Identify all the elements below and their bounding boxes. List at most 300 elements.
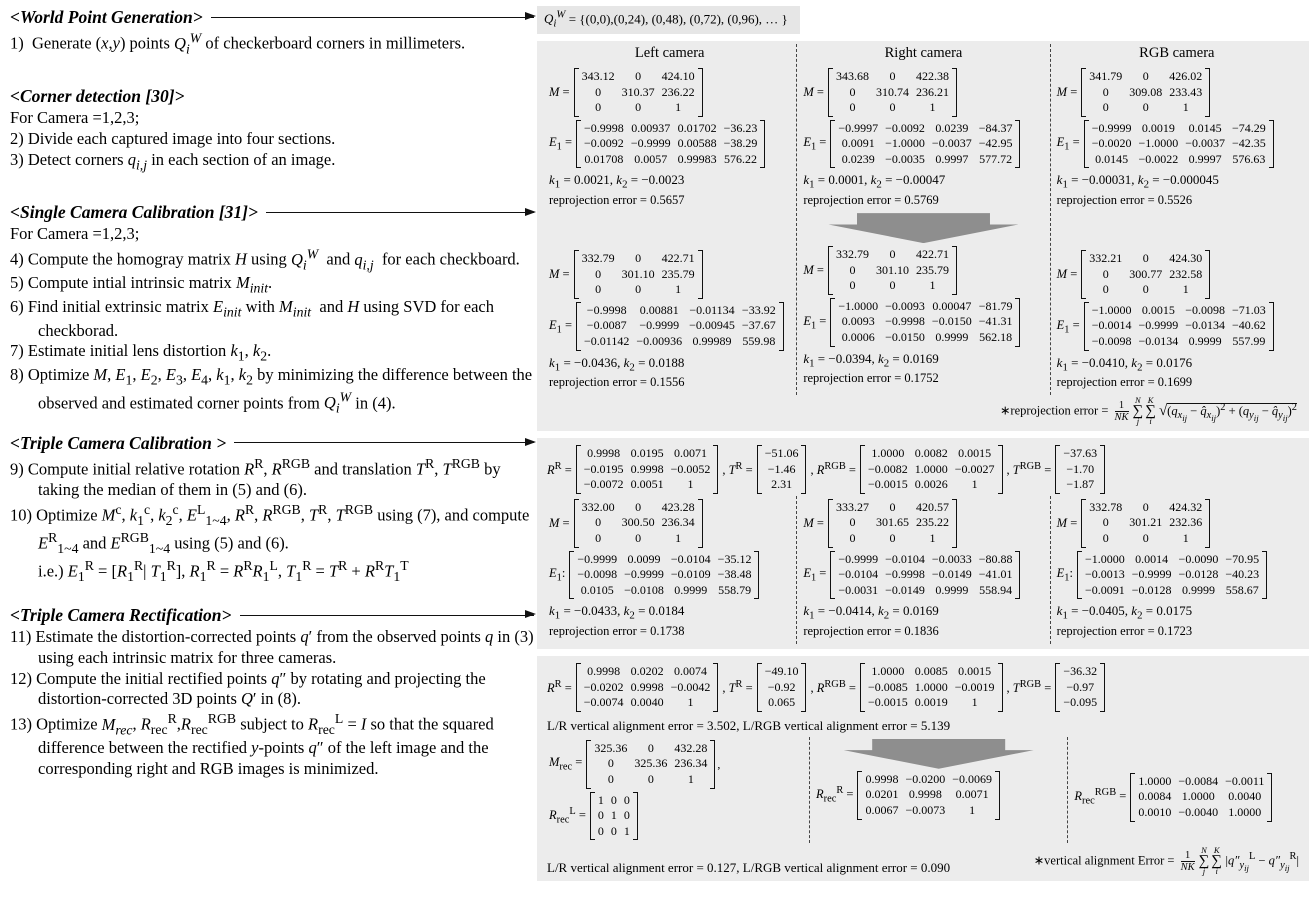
matrix-cell: −42.35 (1232, 136, 1266, 151)
matrix-cell: −40.23 (1225, 567, 1260, 582)
matrix-cell: 0 (1142, 530, 1149, 545)
distortion-values: $k_1 = -0.0414$, $k_2 = 0.0169$ (803, 603, 939, 622)
matrix (828, 68, 957, 117)
matrix-grid (579, 68, 698, 117)
matrix-cell: 0.0093 (841, 314, 875, 329)
matrix-cell: −0.0090 (1178, 551, 1219, 566)
matrix-cell: −0.0027 (954, 461, 995, 476)
matrix-RrecL (549, 792, 803, 841)
matrix-cell: −0.0098 (1185, 302, 1226, 317)
reprojection-error-formula: ∗reprojection error = $\frac{1}{NK}$ N ∑ j K ∑ i $√(q_{x_{ij}}$ − $q̂_{x_{ij}})^2 + (q_{y_{ij}}$ − $q̂_{y_{ij}})^2$ (999, 395, 1297, 427)
matrix-cell: 0.0015 (1141, 302, 1175, 317)
rgb-rectification-column (1067, 737, 1303, 844)
matrix-cell: −0.9999 (639, 318, 680, 333)
matrix-cell: 332.79 (581, 251, 615, 266)
matrix-cell: 325.36 (594, 740, 628, 755)
matrix-cell: −0.0092 (885, 120, 925, 135)
matrix-cell: −0.9998 (584, 120, 624, 135)
matrix-cell: 0 (635, 282, 642, 297)
matrix-label: $E_1$: (1056, 566, 1073, 584)
spacer (1057, 213, 1297, 247)
matrix (576, 302, 784, 351)
matrix-cell: 0.9998 (630, 461, 664, 476)
results-column (537, 6, 1309, 881)
matrix-cell: −41.31 (978, 314, 1013, 329)
matrix-bracket (1015, 120, 1020, 169)
matrix-label: M = (803, 84, 824, 99)
matrix-cell: −0.0015 (867, 695, 908, 710)
matrix-cell: 0 (889, 100, 896, 115)
matrix-cell: 0.0010 (1138, 804, 1172, 819)
matrix-RrecR (816, 771, 1061, 820)
matrix-cell: −0.0035 (885, 151, 925, 166)
algorithm-line: 6) Find initial extrinsic matrix $E_{init}$ with $M_{init}$ and H using SVD for each checkborad. (10, 296, 494, 340)
matrix-cell: 0 (849, 100, 856, 115)
matrix-cell: −0.9999 (1131, 567, 1172, 582)
matrix-cell: −0.9999 (838, 551, 879, 566)
matrix-cell: −71.03 (1232, 302, 1266, 317)
matrix-cell: 0 (889, 499, 896, 514)
algorithm-line: 5) Compute intial intrinsic matrix $M_{init}$. (10, 273, 273, 296)
matrix (574, 499, 703, 548)
matrix (830, 298, 1020, 347)
matrix-cell: 301.21 (1129, 515, 1163, 530)
rectification-columns (543, 737, 1303, 844)
matrix-cell: 0.9997 (1188, 151, 1222, 166)
matrix-cell: 0.00937 (631, 120, 671, 135)
matrix-cell: 0.0082 (914, 446, 948, 461)
matrix-bracket (1262, 551, 1267, 600)
matrix-cell: 1 (610, 808, 617, 823)
matrix-cell: 0.0085 (914, 663, 948, 678)
matrix-bracket (1205, 499, 1210, 548)
matrix-cell: −1.0000 (838, 298, 879, 313)
matrix-cell: 0 (647, 740, 654, 755)
matrix-cell: −0.0202 (583, 679, 624, 694)
matrix-cell: 0.9999 (1181, 582, 1215, 597)
matrix-cell: 0.0071 (955, 787, 989, 802)
matrix-cell: 0 (595, 515, 602, 530)
matrix-cell: −1.46 (767, 461, 796, 476)
matrix-cell: −42.95 (978, 136, 1013, 151)
section-lines (10, 224, 534, 416)
matrix-cell: 0 (1102, 530, 1109, 545)
matrix-grid (833, 499, 952, 548)
matrix-E1 (549, 551, 790, 600)
camera-header: RGB camera (1139, 44, 1215, 61)
matrix-cell: −0.0040 (1178, 804, 1219, 819)
algorithm-line: 7) Estimate initial lens distortion $k_1$, $k_2$. (10, 341, 272, 364)
section-heading-row (10, 6, 534, 28)
matrix-cell: −0.095 (1063, 695, 1098, 710)
reprojection-error: reprojection error = 0.5657 (549, 193, 685, 208)
matrix-cell: −0.0098 (577, 567, 618, 582)
matrix (757, 663, 807, 712)
matrix-M (549, 499, 790, 548)
matrix-cell: 332.78 (1089, 499, 1123, 514)
matrix-cell: 0 (635, 68, 642, 83)
matrix-grid (581, 663, 714, 712)
distortion-values: $k_1 = -0.0433$, $k_2 = 0.0184$ (549, 603, 685, 622)
camera-header: Right camera (884, 44, 963, 61)
matrix (1081, 68, 1210, 117)
matrix (1084, 302, 1274, 351)
matrix-grid (835, 551, 1015, 600)
matrix-cell: 0 (1142, 100, 1149, 115)
matrix-bracket (698, 68, 703, 117)
matrix-cell: 1 (687, 771, 694, 786)
matrix-grid (1089, 302, 1269, 351)
rectification-bottom-row (543, 843, 1303, 877)
matrix-label: $R_{rec}^R$ = (816, 785, 854, 805)
matrix-cell: 0 (889, 68, 896, 83)
matrix-cell: 0.9999 (935, 582, 969, 597)
matrix-cell: −36.23 (723, 120, 758, 135)
matrix-cell: −0.0104 (670, 551, 711, 566)
matrix-cell: −0.0037 (931, 136, 972, 151)
matrix-cell: −38.29 (723, 136, 758, 151)
matrix-M (1057, 68, 1297, 117)
down-arrow-icon (828, 213, 1018, 243)
matrix-cell: 0.0051 (630, 477, 664, 492)
matrix-cell: −0.0015 (867, 477, 908, 492)
distortion-values: $k_1 = -0.0436$, $k_2 = 0.0188$ (549, 354, 685, 374)
matrix-cell: 1 (623, 823, 630, 838)
matrix-cell: 0.0105 (580, 582, 614, 597)
matrix-cell: 0 (635, 530, 642, 545)
matrix-cell: 557.99 (1232, 334, 1266, 349)
matrix-grid (1086, 68, 1205, 117)
matrix-cell: −35.12 (717, 551, 752, 566)
matrix-cell: 0.9998 (630, 679, 664, 694)
single-calibration-panel (537, 41, 1309, 431)
matrix-cell: 422.38 (915, 68, 949, 83)
matrix-cell: −0.9999 (1138, 318, 1179, 333)
section-heading-row (10, 201, 534, 223)
matrix-cell: −49.10 (764, 663, 799, 678)
matrix-bracket (952, 499, 957, 548)
matrix-cell: −0.0022 (1138, 151, 1179, 166)
matrix-bracket (1015, 298, 1020, 347)
matrix-RrecRGB (1074, 773, 1297, 822)
matrix-cell: 0 (1102, 282, 1109, 297)
matrix-cell: 0.9998 (908, 787, 942, 802)
matrix-bracket (710, 740, 715, 789)
matrix-cell: 1 (1182, 100, 1189, 115)
matrix-cell: 0.0084 (1138, 789, 1172, 804)
matrix-cell: 1 (1182, 530, 1189, 545)
matrix-cell: 2.31 (771, 477, 793, 492)
section-heading-row (10, 85, 534, 107)
matrix-cell: −0.0149 (885, 582, 925, 597)
matrix-cell: −0.9999 (624, 567, 664, 582)
matrix-cell: 0.0006 (841, 330, 875, 345)
reprojection-error: reprojection error = 0.5526 (1056, 193, 1193, 208)
matrix-cell: −0.0072 (583, 477, 624, 492)
matrix-cell: 0 (635, 100, 642, 115)
matrix-bracket (1267, 773, 1272, 822)
matrix-cell: −0.0134 (1138, 334, 1179, 349)
matrix-bracket (1269, 302, 1274, 351)
matrix-cell: 0 (595, 282, 602, 297)
matrix-cell: −0.0093 (885, 298, 925, 313)
matrix-cell: 1.0000 (871, 663, 905, 678)
matrix-Mrec (549, 740, 803, 789)
matrix-M (803, 68, 1043, 117)
matrix-bracket (698, 250, 703, 299)
matrix-cell: 0 (595, 84, 602, 99)
matrix-cell: −41.01 (978, 567, 1013, 582)
matrix-cell: −0.0104 (885, 551, 925, 566)
matrix-label: $E_1$ = (1056, 317, 1080, 335)
matrix (1055, 663, 1105, 712)
matrix-cell: 0 (623, 792, 630, 807)
matrix (576, 663, 719, 712)
matrix-label: $R^R$ = (547, 678, 572, 695)
distortion-values: $k_1 = -0.0394$, $k_2 = 0.0169$ (803, 350, 939, 370)
matrix-cell: 576.63 (1232, 151, 1266, 166)
matrix-cell: 1 (929, 530, 936, 545)
distortion-values: $k_1 = -0.00031$, $k_2 = -0.000045$ (1056, 172, 1219, 192)
matrix-cell: 235.22 (915, 515, 949, 530)
matrix-cell: 0 (597, 808, 604, 823)
matrix-cell: −0.0200 (905, 771, 946, 786)
matrix-bracket (952, 246, 957, 295)
matrix-cell: 0.0040 (630, 695, 664, 710)
matrix-cell: −0.0085 (867, 679, 908, 694)
left-rectification-column (543, 737, 809, 844)
matrix-cell: 0 (635, 251, 642, 266)
matrix-E1 (549, 302, 790, 351)
matrix (1130, 773, 1272, 822)
matrix-cell: −0.0037 (1185, 136, 1226, 151)
matrix-cell: 1 (687, 695, 694, 710)
matrix-cell: 424.30 (1169, 251, 1203, 266)
matrix (757, 445, 807, 494)
section-single-camera-calibration (10, 201, 534, 416)
matrix-cell: 1.0000 (871, 446, 905, 461)
matrix-cell: −33.92 (741, 302, 776, 317)
matrix-cell: −0.0042 (670, 679, 711, 694)
algorithm-line: For Camera =1,2,3; (10, 108, 140, 128)
vertical-alignment-formula: ∗vertical alignment Error = $\frac{1}{NK}$ N ∑ j K ∑ i $|q''_{y_{ij}}^L - q''_{y_{ij}}^R|$ (1033, 845, 1299, 877)
matrix-cell: −0.0031 (838, 582, 879, 597)
matrix (828, 499, 957, 548)
matrix-cell: 0.00588 (677, 136, 717, 151)
matrix-cell: 0 (849, 515, 856, 530)
algorithm-line: 3) Detect corners $q_{i,j}$ in each section of an image. (10, 149, 336, 173)
matrix-M (803, 499, 1043, 548)
matrix-TRGB (1007, 445, 1106, 494)
matrix-bracket (1100, 663, 1105, 712)
matrix-cell: 0.0091 (841, 136, 875, 151)
matrix-grid (1060, 445, 1100, 494)
section-corner-detection (10, 85, 534, 173)
matrix-cell: 0.0202 (630, 663, 664, 678)
matrix-cell: −0.0195 (583, 461, 624, 476)
matrix-cell: 0.0145 (1095, 151, 1129, 166)
matrix-label: $R^R$ = (547, 460, 572, 477)
matrix-cell: −0.00945 (689, 318, 735, 333)
matrix-cell: 0 (849, 278, 856, 293)
matrix-bracket (801, 445, 806, 494)
connector-arrow-icon (266, 212, 534, 213)
reprojection-error: reprojection error = 0.1699 (1056, 375, 1193, 390)
matrix-cell: −0.0087 (586, 318, 627, 333)
matrix-cell: 0 (849, 262, 856, 277)
matrix (830, 120, 1020, 169)
matrix-cell: 0 (1142, 499, 1149, 514)
matrix-cell: 332.79 (835, 247, 869, 262)
matrix-label: $E_1$ = (549, 135, 573, 153)
matrix-cell: −0.0109 (670, 567, 711, 582)
matrix-cell: 424.10 (661, 68, 695, 83)
matrix-bracket (952, 68, 957, 117)
matrix-cell: −0.0128 (1131, 582, 1172, 597)
matrix (1077, 551, 1267, 600)
section-heading: <World Point Generation> (10, 7, 203, 27)
algorithm-line: i.e.) $E_1^R = [R_1^R|$ $T_1^R$], $R_1^R = R^RR_1^L$, $T_1^R = T^R + R^RT_1^T$ (38, 557, 409, 584)
matrix-grid (1086, 250, 1205, 299)
matrix-cell: 422.71 (661, 251, 695, 266)
matrix-label: $M_{rec}$ = (549, 755, 583, 773)
matrix-M (549, 68, 790, 117)
matrix-cell: −0.0073 (905, 802, 946, 817)
matrix-cell: −0.97 (1066, 679, 1095, 694)
matrix-cell: −37.67 (741, 318, 776, 333)
matrix-bracket (760, 120, 765, 169)
matrix-cell: 0 (1142, 251, 1149, 266)
alignment-error-after: L/R vertical alignment error = 0.127, L/RGB vertical alignment error = 0.090 (547, 860, 951, 876)
matrix (576, 445, 719, 494)
matrix-cell: 0 (889, 530, 896, 545)
matrix-cell: 1 (675, 100, 682, 115)
matrix-cell: 1 (1182, 282, 1189, 297)
matrix-cell: 558.94 (979, 582, 1013, 597)
matrix-cell: −0.0128 (1178, 567, 1219, 582)
matrix-cell: −1.0000 (1138, 136, 1179, 151)
matrix-cell: −0.0020 (1091, 136, 1132, 151)
matrix-cell: 432.28 (674, 740, 708, 755)
matrix-grid (1082, 551, 1262, 600)
matrix-cell: −0.00936 (636, 334, 683, 349)
matrix-cell: 343.68 (835, 68, 869, 83)
matrix-label: M = (803, 262, 824, 277)
algorithm-line: 1) Generate (x,y) points $Q_i^W$ of checkerboard corners in millimeters. (10, 30, 466, 56)
matrix-cell: −1.87 (1066, 477, 1095, 492)
matrix-grid (833, 68, 952, 117)
matrix-E1 (803, 298, 1043, 347)
matrix-E1 (1057, 551, 1297, 600)
matrix-cell: 1 (675, 530, 682, 545)
matrix-cell: 0 (849, 530, 856, 545)
matrix-cell: 558.67 (1225, 582, 1259, 597)
matrix-cell: −0.0014 (1091, 318, 1132, 333)
matrix-cell: 577.72 (979, 151, 1013, 166)
matrix-cell: 0 (607, 756, 614, 771)
matrix-label: $E_1$ = (803, 566, 827, 584)
algorithm-line: 4) Compute the homogray matrix H using $Q_i^W$ and $q_{i,j}$ for each checkboard. (10, 246, 520, 272)
right-camera-column (796, 44, 1049, 395)
matrix-cell: −1.0000 (1091, 302, 1132, 317)
matrix-cell: 310.37 (621, 84, 655, 99)
matrix-cell: 0 (1102, 100, 1109, 115)
matrix-cell: −0.01142 (584, 334, 630, 349)
camera-header: Left camera (634, 44, 705, 61)
matrix-cell: 426.02 (1169, 68, 1203, 83)
matrix-grid (1089, 120, 1269, 169)
matrix (857, 771, 1000, 820)
matrix (569, 551, 759, 600)
section-heading: <Corner detection [30]> (10, 86, 185, 107)
matrix-E1 (1057, 120, 1297, 169)
matrix-cell: −0.0150 (931, 314, 972, 329)
matrix-cell: 0 (849, 84, 856, 99)
matrix-bracket (995, 771, 1000, 820)
matrix-cell: 0.9999 (935, 330, 969, 345)
matrix-cell: 0.0014 (1135, 551, 1169, 566)
matrix-cell: 1.0000 (914, 461, 948, 476)
matrix-cell: 236.21 (915, 84, 949, 99)
matrix-label: M = (549, 84, 570, 99)
matrix-cell: 0 (1142, 282, 1149, 297)
matrix-cell: −0.9998 (586, 302, 627, 317)
matrix-cell: 1 (971, 477, 978, 492)
algorithm-line: 8) Optimize M, $E_1$, $E_2$, $E_3$, $E_4$, $k_1$, $k_2$ by minimizing the difference between the observed and estimated corner points from $Q_i^W$ in (4). (10, 364, 533, 416)
section-lines (10, 455, 534, 585)
rgb-camera-column (1050, 44, 1303, 395)
matrix-label: M = (803, 515, 824, 530)
matrix-after: , (717, 756, 721, 771)
matrix-cell: 0.0195 (630, 446, 664, 461)
matrix-cell: −0.0108 (624, 582, 664, 597)
matrix-cell: 0.01702 (677, 120, 717, 135)
matrix-cell: −0.0082 (867, 461, 908, 476)
matrix-cell: −0.0011 (1225, 773, 1265, 788)
matrix-cell: 0.0067 (865, 802, 899, 817)
matrix-cell: 0.01708 (584, 151, 624, 166)
section-lines (10, 29, 534, 57)
matrix-cell: 1 (687, 477, 694, 492)
matrix-bracket (713, 445, 718, 494)
matrix-cell: 0.065 (768, 695, 796, 710)
connector-arrow-icon (211, 17, 534, 18)
matrix-cell: 0 (889, 247, 896, 262)
matrix-cell: 0.0071 (673, 446, 707, 461)
matrix-bracket (1205, 250, 1210, 299)
matrix-grid (579, 250, 698, 299)
matrix-grid (865, 445, 998, 494)
matrix-grid (581, 302, 779, 351)
matrix (586, 740, 715, 789)
algorithm-line: 13) Optimize $M_{rec}$, $R_{rec}^R,R_{rec}^{RGB}$ subject to $R_{rec}^L = I$ so that the squared difference between the rectified y-points q″ of the left image and the corresponding right and RGB images is minimized. (10, 711, 494, 779)
matrix-grid (574, 551, 754, 600)
alignment-error-before: L/R vertical alignment error = 3.502, L/RGB vertical alignment error = 5.139 (547, 717, 951, 733)
matrix-cell: 0.0057 (634, 151, 668, 166)
matrix (574, 250, 703, 299)
matrix (574, 68, 703, 117)
matrix-E1 (1057, 302, 1297, 351)
matrix-cell: 0.9998 (865, 771, 899, 786)
matrix-cell: −51.06 (764, 446, 799, 461)
matrix-cell: 0.9998 (587, 663, 621, 678)
matrix-cell: −0.9999 (577, 551, 618, 566)
matrix-label: , $T^{RGB}$ = (1006, 460, 1052, 477)
matrix-M (1057, 250, 1297, 299)
matrix-cell: 309.08 (1129, 84, 1163, 99)
right-rectification-column (809, 737, 1067, 844)
matrix-cell: 235.79 (661, 266, 695, 281)
